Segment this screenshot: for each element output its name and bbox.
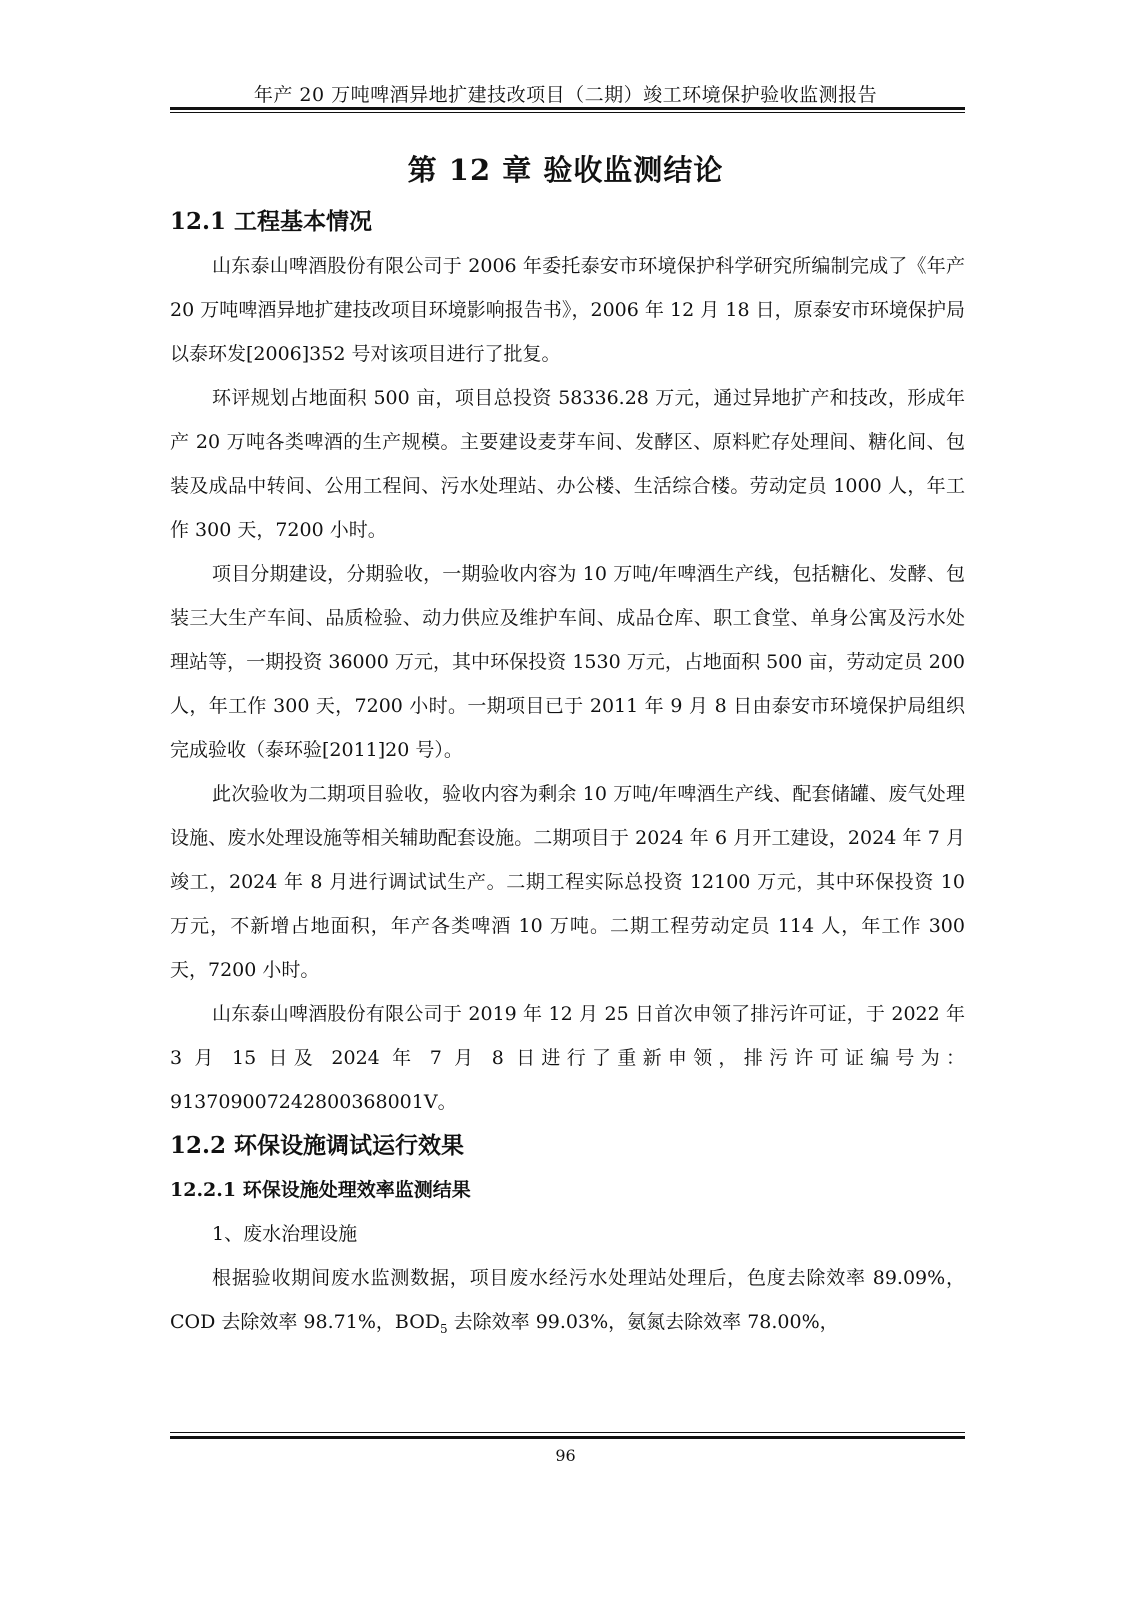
paragraph-text: 根据验收期间废水监测数据，项目废水经污水处理站处理后，色度去除效率 89.09%，COD 去除效率 98.71%，BOD xyxy=(170,1267,965,1333)
subscript: 5 xyxy=(440,1321,448,1336)
section-heading-12-2: 12.2 环保设施调试运行效果 xyxy=(170,1132,465,1159)
paragraph xyxy=(170,1256,965,1351)
paragraph-text: 去除效率 99.03%，氨氮去除效率 78.00%， xyxy=(447,1311,839,1333)
header-rule-thick xyxy=(170,107,965,110)
paragraph: 项目分期建设，分期验收，一期验收内容为 10 万吨/年啤酒生产线，包括糖化、发酵、包装三大生产车间、品质检验、动力供应及维护车间、成品仓库、职工食堂、单身公寓及污水处理站等，一期投资 36000 万元，其中环保投资 1530 万元，占地面积 500 亩，劳动定员 200 人，年工作 300 天，7200 小时。一期项目已于 2011 年 9 月 8 日由泰安市环境保护局组织完成验收（泰环验[2011]20 号）。 xyxy=(170,563,965,761)
footer-rule-thick xyxy=(170,1436,965,1439)
paragraph: 此次验收为二期项目验收，验收内容为剩余 10 万吨/年啤酒生产线、配套储罐、废气处理设施、废水处理设施等相关辅助配套设施。二期项目于 2024 年 6 月开工建设，2024 年 7 月竣工，2024 年 8 月进行调试试生产。二期工程实际总投资 12100 万元，其中环保投资 10 万元，不新增占地面积，年产各类啤酒 10 万吨。二期工程劳动定员 114 人，年工作 300 天，7200 小时。 xyxy=(170,783,965,981)
footer-rule-thin xyxy=(170,1432,965,1433)
page-number: 96 xyxy=(555,1446,576,1465)
document-body xyxy=(170,200,965,1351)
header-rule-thin xyxy=(170,112,965,113)
paragraph: 环评规划占地面积 500 亩，项目总投资 58336.28 万元，通过异地扩产和技改，形成年产 20 万吨各类啤酒的生产规模。主要建设麦芽车间、发酵区、原料贮存处理间、糖化间、包装及成品中转间、公用工程间、污水处理站、办公楼、生活综合楼。劳动定员 1000 人，年工作 300 天，7200 小时。 xyxy=(170,387,965,541)
paragraph: 山东泰山啤酒股份有限公司于 2006 年委托泰安市环境保护科学研究所编制完成了《年产 20 万吨啤酒异地扩建技改项目环境影响报告书》，2006 年 12 月 18 日，原泰安市环境保护局以泰环发[2006]352 号对该项目进行了批复。 xyxy=(170,255,965,365)
list-item-title: 1、废水治理设施 xyxy=(212,1223,358,1245)
subsection-heading-12-2-1: 12.2.1 环保设施处理效率监测结果 xyxy=(170,1179,471,1201)
paragraph: 山东泰山啤酒股份有限公司于 2019 年 12 月 25 日首次申领了排污许可证，于 2022 年 3 月 15 日及 2024 年 7 月 8 日进行了重新申领，排污许可证编号为：91370900724280036800​1V。 xyxy=(170,1003,965,1113)
section-heading-12-1: 12.1 工程基本情况 xyxy=(170,208,373,235)
running-header: 年产 20 万吨啤酒异地扩建技改项目（二期）竣工环境保护验收监测报告 xyxy=(253,84,878,106)
chapter-title: 第 12 章 验收监测结论 xyxy=(407,153,724,187)
